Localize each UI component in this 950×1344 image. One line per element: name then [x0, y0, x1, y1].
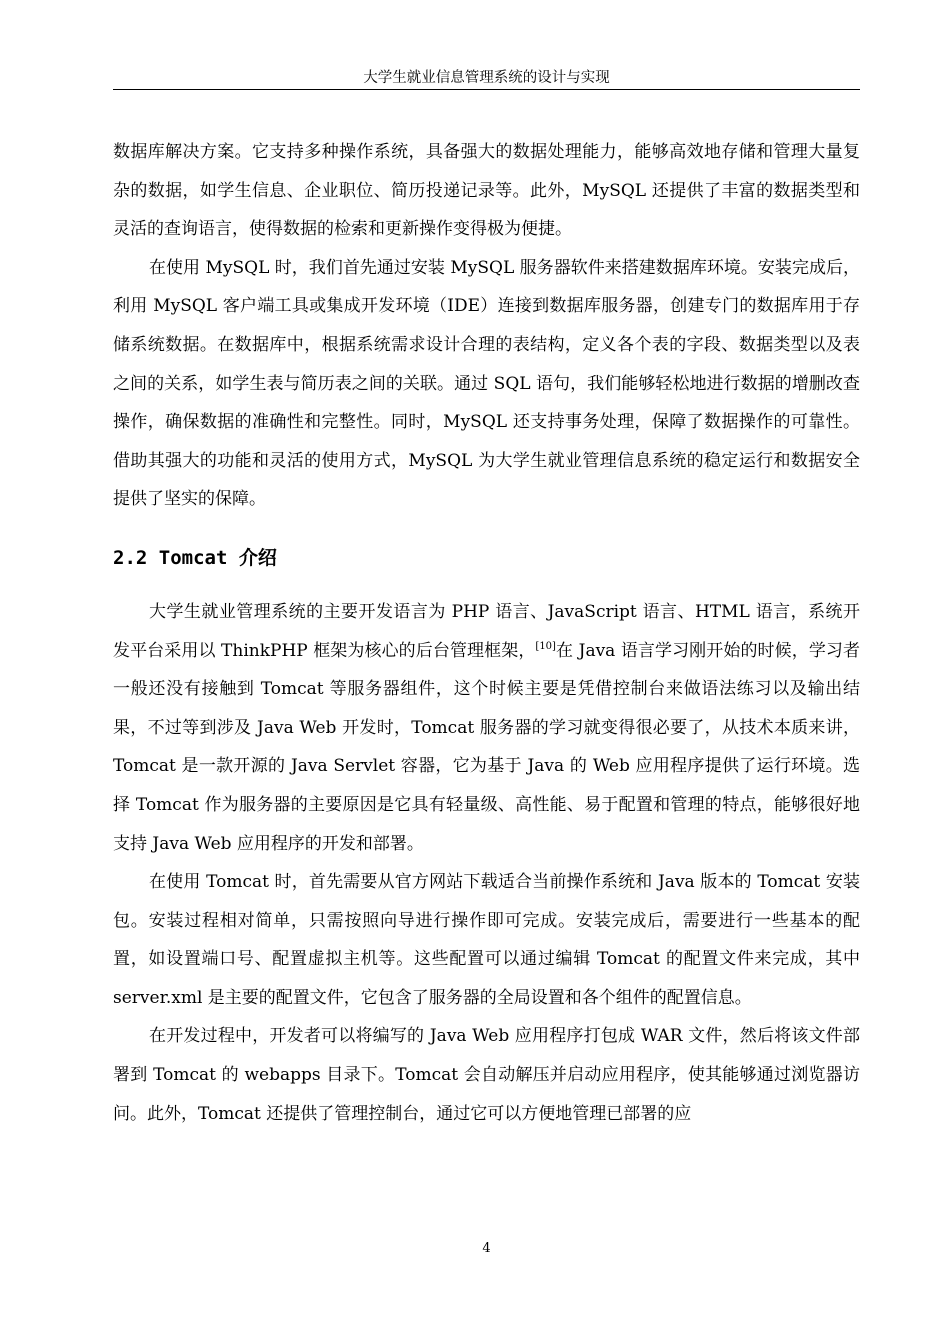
paragraph-mysql-intro-continued: 数据库解决方案。它支持多种操作系统，具备强大的数据处理能力，能够高效地存储和管理大量复杂的数据，如学生信息、企业职位、简历投递记录等。此外，MySQL 还提供了丰富的数据类型和灵活的查询语言，使得数据的检索和更新操作变得极为便捷。: [113, 142, 860, 240]
page-body: [113, 133, 860, 1133]
running-header: 大学生就业信息管理系统的设计与实现: [363, 70, 610, 86]
header-rule: [113, 89, 860, 90]
paragraph-tomcat-deploy: 在开发过程中，开发者可以将编写的 Java Web 应用程序打包成 WAR 文件，然后将该文件部署到 Tomcat 的 webapps 目录下。Tomcat 会自动解压并启动应用程序，使其能够通过浏览器访问。此外，Tomcat 还提供了管理控制台，通过它可以方便地管理已部署的应: [113, 1026, 860, 1124]
paragraph-tomcat-install: 在使用 Tomcat 时，首先需要从官方网站下载适合当前操作系统和 Java 版本的 Tomcat 安装包。安装过程相对简单，只需按照向导进行操作即可完成。安装完成后，需要进行一些基本的配置，如设置端口号、配置虚拟主机等。这些配置可以通过编辑 Tomcat 的配置文件来完成，其中 server.xml 是主要的配置文件，它包含了服务器的全局设置和各个组件的配置信息。: [113, 872, 860, 1008]
page-number: 4: [482, 1241, 491, 1256]
paragraph-tomcat-intro: [113, 593, 860, 863]
citation-marker: [10]: [535, 640, 556, 652]
paragraph-mysql-usage: 在使用 MySQL 时，我们首先通过安装 MySQL 服务器软件来搭建数据库环境。安装完成后，利用 MySQL 客户端工具或集成开发环境（IDE）连接到数据库服务器，创建专门的数据库用于存储系统数据。在数据库中，根据系统需求设计合理的表结构，定义各个表的字段、数据类型以及表之间的关系，如学生表与简历表之间的关联。通过 SQL 语句，我们能够轻松地进行数据的增删改查操作，确保数据的准确性和完整性。同时，MySQL 还支持事务处理，保障了数据操作的可靠性。借助其强大的功能和灵活的使用方式，MySQL 为大学生就业管理信息系统的稳定运行和数据安全提供了坚实的保障。: [113, 257, 860, 510]
paragraph-tomcat-intro-text-2: 在 Java 语言学习刚开始的时候，学习者一般还没有接触到 Tomcat 等服务器组件，这个时候主要是凭借控制台来做语法练习以及输出结果，不过等到涉及 Java Web 开发时，Tomcat 服务器的学习就变得很必要了，从技术本质来讲，Tomcat 是一款开源的 Java Servlet 容器，它为基于 Java 的 Web 应用程序提供了运行环境。选择 Tomcat 作为服务器的主要原因是它具有轻量级、高性能、易于配置和管理的特点，能够很好地支持 Java Web 应用程序的开发和部署。: [113, 640, 861, 854]
paragraph-tomcat-intro-text-1: 大学生就业管理系统的主要开发语言为 PHP 语言、JavaScript 语言、HTML 语言，系统开发平台采用以 ThinkPHP 框架为核心的后台管理框架，: [113, 601, 860, 661]
section-heading-tomcat: 2.2 Tomcat 介绍: [113, 546, 277, 569]
